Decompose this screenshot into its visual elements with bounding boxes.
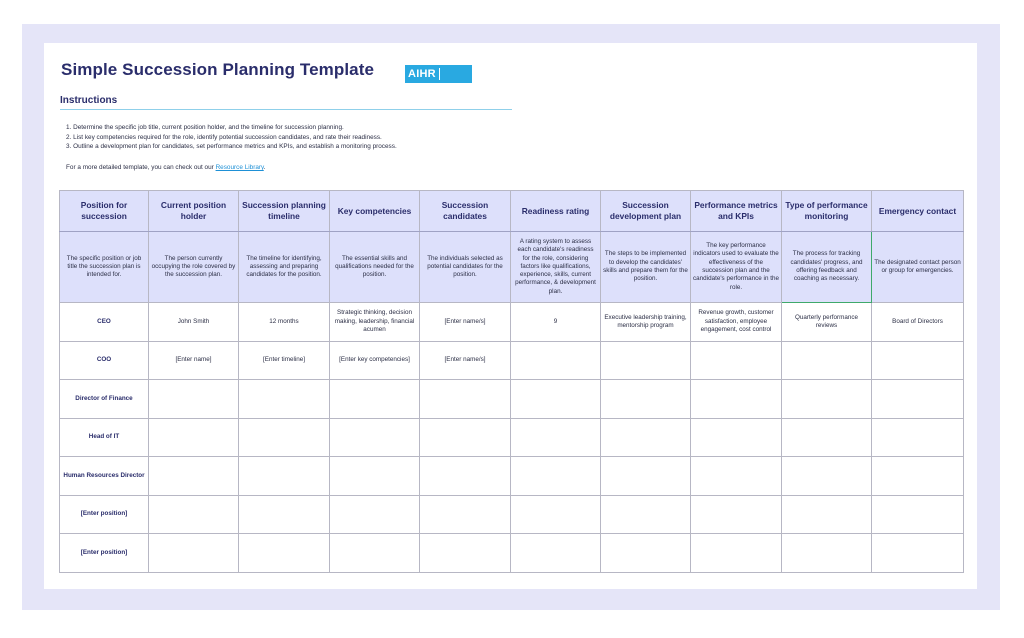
table-cell[interactable]: Quarterly performance reviews	[782, 303, 872, 342]
table-cell[interactable]	[601, 495, 691, 534]
table-cell[interactable]	[149, 534, 239, 573]
table-cell[interactable]: [Enter name/s]	[420, 341, 511, 380]
table-cell[interactable]	[872, 457, 964, 496]
table-cell[interactable]	[872, 418, 964, 457]
logo-wordmark: AIHR	[408, 68, 436, 80]
table-cell[interactable]	[601, 380, 691, 419]
table-cell[interactable]	[782, 418, 872, 457]
table-cell[interactable]	[330, 534, 420, 573]
table-cell[interactable]: [Enter timeline]	[239, 341, 330, 380]
position-cell[interactable]: Human Resources Director	[60, 457, 149, 496]
description-row	[60, 232, 964, 303]
position-cell[interactable]: CEO	[60, 303, 149, 342]
table-cell[interactable]	[420, 418, 511, 457]
table-cell[interactable]	[330, 495, 420, 534]
table-cell[interactable]	[149, 418, 239, 457]
table-cell[interactable]	[601, 457, 691, 496]
position-cell[interactable]: Director of Finance	[60, 380, 149, 419]
table-cell[interactable]	[782, 457, 872, 496]
resource-note-text: For a more detailed template, you can check out our	[66, 164, 216, 171]
description-cell[interactable]: The key performance indicators used to evaluate the effectiveness of the succession plan and the candidate's performance in the role.	[691, 232, 782, 303]
description-cell[interactable]: The person currently occupying the role covered by the succession plan.	[149, 232, 239, 303]
table-cell[interactable]	[149, 380, 239, 419]
header-monitoring[interactable]: Type of performance monitoring	[782, 191, 872, 232]
table-cell[interactable]	[691, 418, 782, 457]
resource-note	[66, 164, 266, 171]
instruction-step: 1. Determine the specific job title, current position holder, and the timeline for succession planning.	[66, 124, 344, 131]
table-cell[interactable]: 12 months	[239, 303, 330, 342]
instructions-heading: Instructions	[60, 95, 118, 106]
description-cell[interactable]: The essential skills and qualifications needed for the position.	[330, 232, 420, 303]
description-cell[interactable]: The designated contact person or group for emergencies.	[872, 232, 964, 303]
table-cell[interactable]	[691, 380, 782, 419]
description-cell[interactable]: The timeline for identifying, assessing and preparing candidates for the position.	[239, 232, 330, 303]
table-row	[60, 457, 964, 496]
description-cell[interactable]: A rating system to assess each candidate's readiness for the role, considering factors like qualifications, experience, skills, current performance, & development plan.	[511, 232, 601, 303]
resource-note-end: .	[263, 164, 266, 171]
header-row	[60, 191, 964, 232]
table-cell[interactable]	[601, 418, 691, 457]
instruction-steps	[66, 123, 397, 152]
description-cell[interactable]: The steps to be implemented to develop the candidates' skills and prepare them for the position.	[601, 232, 691, 303]
table-cell[interactable]	[239, 534, 330, 573]
table-cell[interactable]	[239, 418, 330, 457]
table-cell[interactable]: 9	[511, 303, 601, 342]
succession-table	[59, 190, 964, 573]
header-position[interactable]: Position for succession	[60, 191, 149, 232]
table-cell[interactable]	[782, 495, 872, 534]
table-cell[interactable]	[511, 380, 601, 419]
table-cell[interactable]: [Enter key competencies]	[330, 341, 420, 380]
table-cell[interactable]	[149, 457, 239, 496]
header-development-plan[interactable]: Succession development plan	[601, 191, 691, 232]
resource-library-link[interactable]: Resource Library	[215, 164, 264, 171]
table-row	[60, 534, 964, 573]
table-cell[interactable]: John Smith	[149, 303, 239, 342]
page-title: Simple Succession Planning Template	[61, 60, 375, 79]
header-candidates[interactable]: Succession candidates	[420, 191, 511, 232]
spreadsheet-sheet	[44, 43, 977, 589]
table-cell[interactable]	[872, 380, 964, 419]
table-row	[60, 418, 964, 457]
table-row	[60, 495, 964, 534]
table-cell[interactable]	[511, 418, 601, 457]
table-cell[interactable]	[782, 341, 872, 380]
table-cell[interactable]	[149, 495, 239, 534]
table-cell[interactable]	[691, 457, 782, 496]
table-cell[interactable]	[782, 380, 872, 419]
table-cell[interactable]: Executive leadership training, mentorship program	[601, 303, 691, 342]
position-cell[interactable]: COO	[60, 341, 149, 380]
table-row	[60, 380, 964, 419]
table-cell[interactable]: [Enter name/s]	[420, 303, 511, 342]
table-cell[interactable]	[691, 495, 782, 534]
table-cell[interactable]	[239, 457, 330, 496]
table-cell[interactable]: [Enter name]	[149, 341, 239, 380]
description-cell[interactable]: The individuals selected as potential candidates for the position.	[420, 232, 511, 303]
table-row	[60, 303, 964, 342]
table-cell[interactable]: Board of Directors	[872, 303, 964, 342]
description-cell[interactable]: The specific position or job title the succession plan is intended for.	[60, 232, 149, 303]
table-cell[interactable]	[420, 495, 511, 534]
table-cell[interactable]	[511, 495, 601, 534]
table-cell[interactable]	[511, 457, 601, 496]
position-cell[interactable]: Head of IT	[60, 418, 149, 457]
table-cell[interactable]	[872, 534, 964, 573]
table-cell[interactable]	[511, 341, 601, 380]
table-cell[interactable]	[239, 495, 330, 534]
table-cell[interactable]	[691, 341, 782, 380]
table-cell[interactable]	[330, 380, 420, 419]
header-competencies[interactable]: Key competencies	[330, 191, 420, 232]
heading-divider	[60, 109, 512, 110]
header-metrics[interactable]: Performance metrics and KPIs	[691, 191, 782, 232]
table-cell[interactable]	[330, 457, 420, 496]
table-cell[interactable]	[420, 380, 511, 419]
instruction-step: 3. Outline a development plan for candidates, set performance metrics and KPIs, and establish a monitoring process.	[66, 143, 397, 151]
table-cell[interactable]	[872, 341, 964, 380]
table-cell[interactable]	[239, 380, 330, 419]
logo-divider	[439, 68, 440, 80]
description-cell-selected[interactable]: The process for tracking candidates' progress, and offering feedback and coaching as necessary.	[782, 232, 872, 303]
table-cell[interactable]	[420, 534, 511, 573]
table-cell[interactable]: Strategic thinking, decision making, leadership, financial acumen	[330, 303, 420, 342]
header-emergency-contact[interactable]: Emergency contact	[872, 191, 964, 232]
table-row	[60, 341, 964, 380]
table-cell[interactable]: Revenue growth, customer satisfaction, employee engagement, cost control	[691, 303, 782, 342]
table-cell[interactable]	[420, 457, 511, 496]
table-cell[interactable]	[601, 534, 691, 573]
position-cell[interactable]: [Enter position]	[60, 534, 149, 573]
table-cell[interactable]	[782, 534, 872, 573]
header-readiness[interactable]: Readiness rating	[511, 191, 601, 232]
header-current-holder[interactable]: Current position holder	[149, 191, 239, 232]
header-timeline[interactable]: Succession planning timeline	[239, 191, 330, 232]
aihr-logo	[405, 65, 472, 83]
table-cell[interactable]	[330, 418, 420, 457]
instruction-step: 2. List key competencies required for the role, identify potential succession candidates, and rate their readiness.	[66, 133, 382, 141]
table-cell[interactable]	[511, 534, 601, 573]
table-cell[interactable]	[601, 341, 691, 380]
table-cell[interactable]	[872, 495, 964, 534]
table-cell[interactable]	[691, 534, 782, 573]
title-row	[61, 57, 472, 83]
position-cell[interactable]: [Enter position]	[60, 495, 149, 534]
